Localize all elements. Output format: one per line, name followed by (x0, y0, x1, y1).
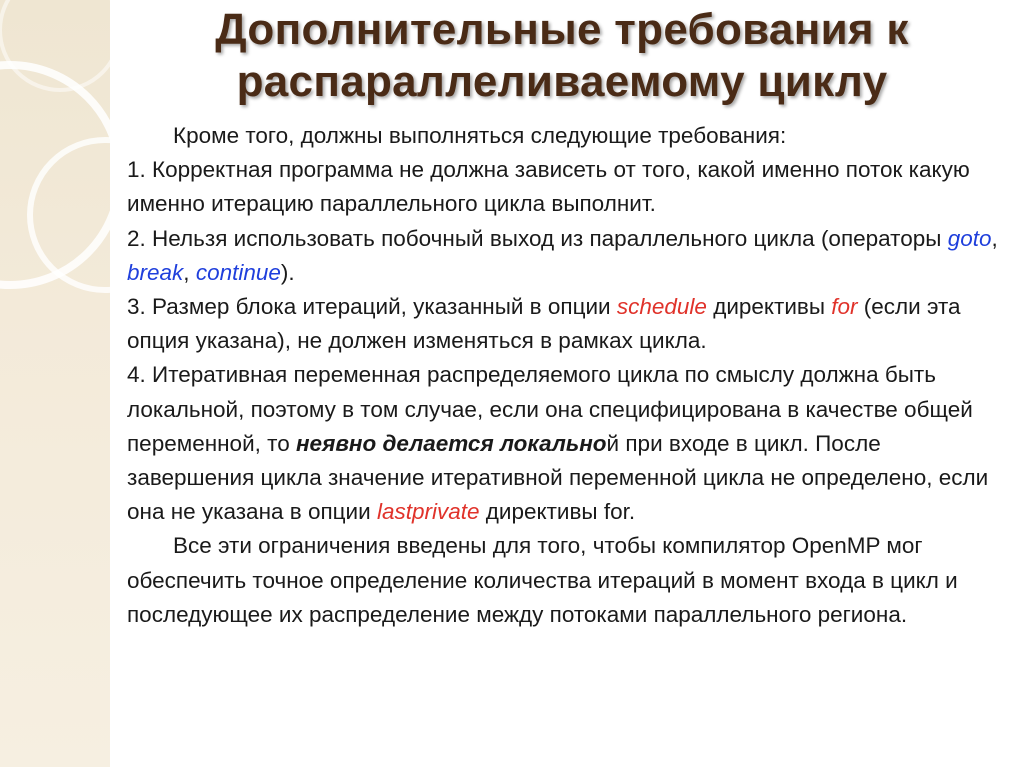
keyword-break: break (127, 259, 184, 285)
keyword-goto: goto (947, 225, 992, 251)
emphasis-implicit-local: неявно делается локально (295, 430, 607, 456)
requirement-1: 1. Корректная программа не должна зависеть от того, какой именно поток какую именно итерацию параллельного цикла выполнит. (127, 157, 970, 217)
requirement-3-mid: директивы (706, 294, 832, 320)
keyword-for: for (831, 294, 858, 320)
keyword-continue: continue (195, 259, 281, 285)
keyword-schedule: schedule (616, 294, 707, 320)
requirement-3-text: 3. Размер блока итераций, указанный в опции (127, 294, 617, 320)
decorative-rings (0, 0, 110, 767)
slide-title-line-1: Дополнительные требования к (215, 5, 909, 54)
requirement-2-text: 2. Нельзя использовать побочный выход из параллельного цикла (операторы (127, 225, 948, 251)
requirement-4 (127, 358, 1007, 529)
conclusion-paragraph: Все эти ограничения введены для того, чтобы компилятор OpenMP мог обеспечить точное определение количества итераций в момент входа в цикл и последующее их распределение между потоками параллельного региона. (127, 533, 958, 627)
slide-body (127, 119, 1007, 632)
separator: , (991, 225, 998, 251)
requirement-4-mid: й при входе в цикл. После завершения цикла значение итеративной переменной цикла не определено, если она не указана в опции (127, 430, 989, 525)
decorative-sidebar (0, 0, 110, 767)
requirement-4-text: 4. Итеративная переменная распределяемого цикла по смыслу должна быть локальной, поэтому в том случае, если она специфицирована в качестве общей переменной, то (127, 362, 973, 456)
keyword-lastprivate: lastprivate (376, 499, 480, 525)
intro-paragraph: Кроме того, должны выполняться следующие требования: (173, 123, 787, 148)
requirement-4-end: директивы for. (479, 499, 636, 525)
requirement-3-end: (если эта опция указана), не должен изменяться в рамках цикла. (127, 294, 961, 354)
slide-title (112, 4, 1012, 108)
separator: , (183, 259, 196, 285)
requirement-2-end: ). (280, 259, 295, 285)
slide-title-line-2: распараллеливаемому циклу (236, 57, 888, 106)
requirement-2 (127, 222, 1007, 290)
requirement-3 (127, 290, 1007, 358)
